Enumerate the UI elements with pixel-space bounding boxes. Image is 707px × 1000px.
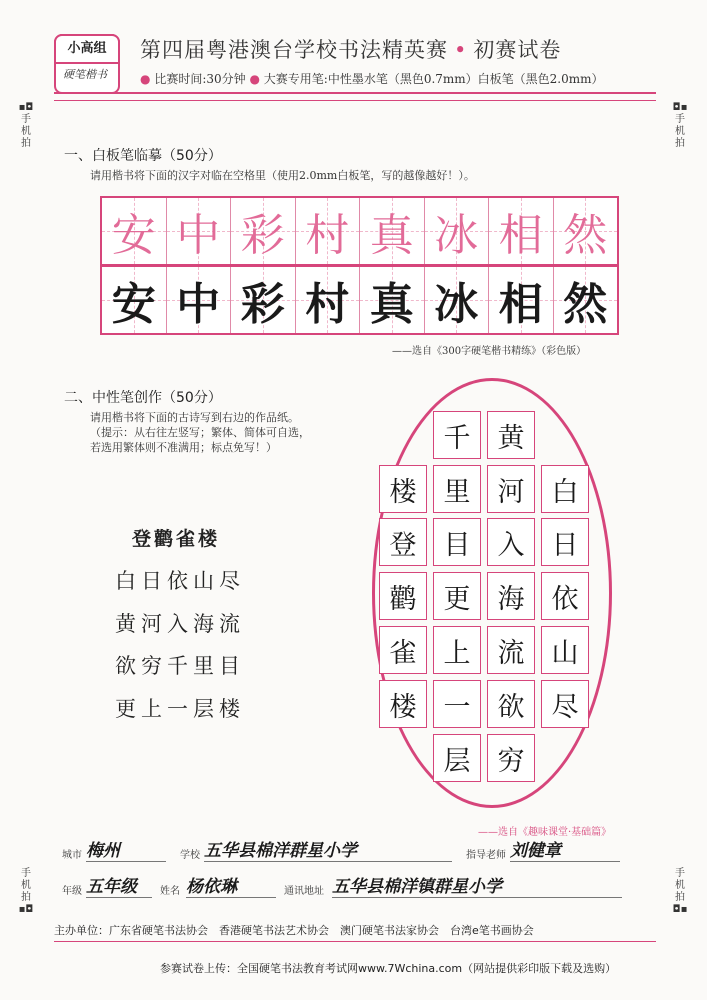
section1-title: 一、白板笔临摹（50分）: [64, 148, 222, 164]
work-cell: 海: [487, 572, 535, 620]
grade-field[interactable]: 五年级: [86, 872, 152, 898]
model-cell: 真: [360, 198, 425, 264]
side-mark-right-top: [672, 102, 688, 150]
upload-info: 参赛试卷上传：全国硬笔书法教育考试网www.7Wchina.com（网站提供彩印版下载及选购）: [160, 962, 617, 975]
side-mark-left-bottom: [18, 868, 34, 916]
work-cell: 欲: [487, 680, 535, 728]
school-label: 学校: [180, 850, 200, 861]
city-field[interactable]: 梅州: [86, 836, 166, 862]
side-mark-left-top: [18, 102, 34, 150]
camera-icon: ◘▪: [672, 904, 688, 915]
work-cell: 穷: [487, 734, 535, 782]
side-mark-label: 手机拍: [21, 114, 31, 149]
badge-style-label: 硬笔楷书: [63, 68, 107, 81]
work-cell: 里: [433, 465, 481, 513]
section2-instruction-1: 请用楷书将下面的古诗写到右边的作品纸。: [90, 411, 299, 424]
model-cell: 彩: [231, 198, 296, 264]
work-cell: 河: [487, 465, 535, 513]
title-suffix: 初赛试卷: [473, 38, 562, 62]
bullet-icon: •: [454, 38, 468, 62]
work-cell: 黄: [487, 411, 535, 459]
footer-divider: [54, 941, 656, 942]
practice-cell: 冰: [425, 267, 490, 333]
teacher-field[interactable]: 刘健章: [510, 836, 620, 862]
practice-cell: 村: [296, 267, 361, 333]
subtitle-pens: 大赛专用笔:中性墨水笔（黑色0.7mm）白板笔（黑色2.0mm）: [263, 72, 604, 86]
work-cell: 层: [433, 734, 481, 782]
work-cell: 楼: [379, 465, 427, 513]
work-cell: 更: [433, 572, 481, 620]
practice-cell: 真: [360, 267, 425, 333]
work-cell: 入: [487, 518, 535, 566]
work-cell: 一: [433, 680, 481, 728]
address-field[interactable]: 五华县棉洋镇群星小学: [332, 872, 622, 898]
practice-grid: [100, 265, 619, 335]
poem-title: 登鹳雀楼: [132, 528, 221, 550]
poem-line: 更上一层楼: [115, 697, 245, 721]
organizers: 主办单位：广东省硬笔书法协会 香港硬笔书法艺术协会 澳门硬笔书法家协会 台湾e笔书画协会: [54, 924, 534, 937]
group-badge: [54, 34, 120, 94]
work-cell: 鹳: [379, 572, 427, 620]
work-cell: 流: [487, 626, 535, 674]
section2-source: ——选自《趣味课堂·基础篇》: [478, 827, 612, 838]
city-label: 城市: [62, 850, 82, 861]
work-cell: 依: [541, 572, 589, 620]
section1-source: ——选自《300字硬笔楷书精练》（彩色版）: [392, 346, 587, 357]
work-cell: 目: [433, 518, 481, 566]
header-divider: [54, 92, 656, 101]
subtitle: [140, 70, 604, 87]
grade-label: 年级: [62, 886, 82, 897]
model-cell: 村: [296, 198, 361, 264]
practice-cell: 安: [102, 267, 167, 333]
camera-icon: ◘▪: [672, 102, 688, 113]
poem-line: 欲穷千里目: [115, 654, 245, 678]
section2-instruction-2: （提示：从右往左竖写；繁体、简体可自选，: [90, 426, 310, 439]
work-cell: 登: [379, 518, 427, 566]
name-label: 姓名: [160, 886, 180, 897]
section1-instruction: 请用楷书将下面的汉字对临在空格里（使用2.0mm白板笔，写的越像越好！）。: [90, 169, 475, 182]
bullet-icon: ●: [249, 72, 260, 86]
bullet-icon: ●: [140, 72, 151, 86]
work-cell: 尽: [541, 680, 589, 728]
work-cell: 楼: [379, 680, 427, 728]
side-mark-label: 手机拍: [21, 868, 31, 903]
model-cell: 相: [489, 198, 554, 264]
camera-icon: ▪◘: [18, 102, 34, 113]
model-cell: 冰: [425, 198, 490, 264]
address-label: 通讯地址: [284, 886, 324, 897]
model-cell: 安: [102, 198, 167, 264]
poem-line: 黄河入海流: [115, 612, 245, 636]
work-cell: 日: [541, 518, 589, 566]
camera-icon: ▪◘: [18, 904, 34, 915]
practice-cell: 中: [167, 267, 232, 333]
work-cell: 白: [541, 465, 589, 513]
title-main: 第四届粤港澳台学校书法精英赛: [140, 38, 448, 62]
side-mark-label: 手机拍: [675, 114, 685, 149]
school-field[interactable]: 五华县棉洋群星小学: [204, 836, 452, 862]
practice-cell: 然: [554, 267, 618, 333]
subtitle-time: 比赛时间:30分钟: [154, 72, 246, 86]
side-mark-label: 手机拍: [675, 868, 685, 903]
side-mark-right-bottom: [672, 868, 688, 916]
poem-line: 白日依山尽: [115, 569, 245, 593]
practice-cell: 彩: [231, 267, 296, 333]
work-cell: 山: [541, 626, 589, 674]
work-cell: 上: [433, 626, 481, 674]
teacher-label: 指导老师: [466, 850, 506, 861]
section2-title: 二、中性笔创作（50分）: [64, 390, 222, 406]
section2-instruction-3: 若选用繁体则不准满用；标点免写！）: [90, 441, 277, 454]
work-cell: 千: [433, 411, 481, 459]
practice-cell: 相: [489, 267, 554, 333]
name-field[interactable]: 杨依琳: [186, 872, 276, 898]
page-title: [140, 34, 561, 64]
badge-group-label: 小高组: [54, 34, 120, 64]
model-grid: [100, 196, 619, 266]
model-cell: 中: [167, 198, 232, 264]
model-cell: 然: [554, 198, 618, 264]
work-cell: 雀: [379, 626, 427, 674]
